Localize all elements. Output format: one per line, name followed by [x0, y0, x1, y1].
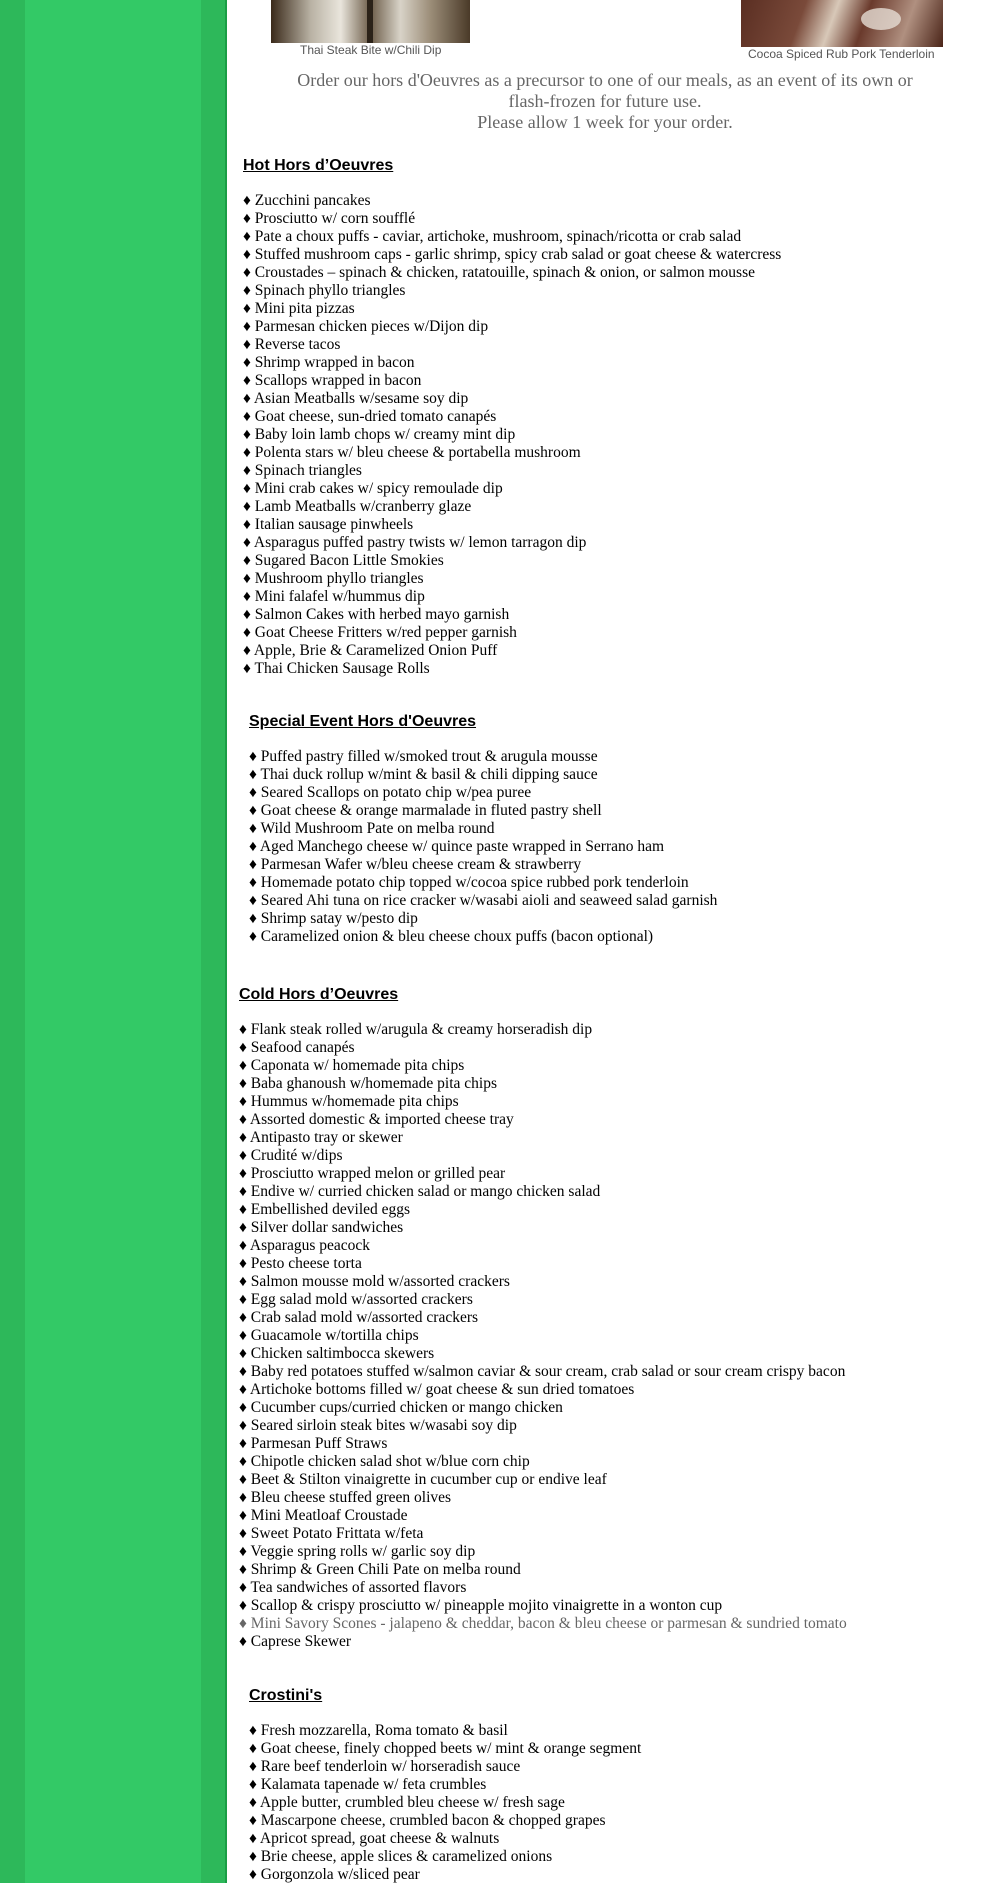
menu-item: ♦ Brie cheese, apple slices & caramelized onions: [249, 1848, 553, 1865]
menu-item: ♦ Chicken saltimbocca skewers: [239, 1345, 435, 1362]
menu-item: ♦ Sugared Bacon Little Smokies: [243, 552, 444, 569]
section-title: Hot Hors d’Oeuvres: [243, 157, 394, 174]
menu-item: ♦ Hummus w/homemade pita chips: [239, 1093, 459, 1110]
menu-item: ♦ Seared Ahi tuna on rice cracker w/wasabi aioli and seaweed salad garnish: [249, 892, 718, 909]
menu-item: ♦ Crab salad mold w/assorted crackers: [239, 1309, 479, 1326]
sidebar-stripe-outer: [2, 0, 25, 1883]
menu-item: ♦ Polenta stars w/ bleu cheese & portabella mushroom: [243, 444, 581, 461]
menu-item: ♦ Thai duck rollup w/mint & basil & chili dipping sauce: [249, 766, 598, 783]
menu-item: ♦ Shrimp & Green Chili Pate on melba round: [239, 1561, 521, 1578]
menu-item: ♦ Spinach phyllo triangles: [243, 282, 406, 299]
menu-item: ♦ Kalamata tapenade w/ feta crumbles: [249, 1776, 487, 1793]
menu-item: ♦ Beet & Stilton vinaigrette in cucumber cup or endive leaf: [239, 1471, 607, 1488]
menu-item: ♦ Silver dollar sandwiches: [239, 1219, 404, 1236]
menu-item: ♦ Prosciutto wrapped melon or grilled pear: [239, 1165, 506, 1182]
menu-item: ♦ Asparagus puffed pastry twists w/ lemon tarragon dip: [243, 534, 587, 551]
menu-item: ♦ Antipasto tray or skewer: [239, 1129, 403, 1146]
photo-caption-left: Thai Steak Bite w/Chili Dip: [300, 43, 442, 57]
menu-item: ♦ Egg salad mold w/assorted crackers: [239, 1291, 473, 1308]
menu-item: ♦ Caponata w/ homemade pita chips: [239, 1057, 465, 1074]
menu-item: ♦ Guacamole w/tortilla chips: [239, 1327, 419, 1344]
menu-item: ♦ Puffed pastry filled w/smoked trout & arugula mousse: [249, 748, 598, 765]
sidebar-stripe-inner: [201, 0, 225, 1883]
menu-item: ♦ Apple butter, crumbled bleu cheese w/ fresh sage: [249, 1794, 565, 1811]
menu-item: ♦ Mini Savory Scones - jalapeno & cheddar, bacon & bleu cheese or parmesan & sundried tomato: [239, 1615, 847, 1632]
menu-item: ♦ Spinach triangles: [243, 462, 362, 479]
menu-item: ♦ Baba ghanoush w/homemade pita chips: [239, 1075, 498, 1092]
menu-item: ♦ Scallop & crispy prosciutto w/ pineapple mojito vinaigrette in a wonton cup: [239, 1597, 723, 1614]
menu-item: ♦ Asian Meatballs w/sesame soy dip: [243, 390, 469, 407]
menu-item: ♦ Salmon Cakes with herbed mayo garnish: [243, 606, 510, 623]
menu-item: ♦ Parmesan chicken pieces w/Dijon dip: [243, 318, 489, 335]
menu-item: ♦ Apricot spread, goat cheese & walnuts: [249, 1830, 500, 1847]
menu-item: ♦ Caprese Skewer: [239, 1633, 352, 1650]
menu-item: ♦ Cucumber cups/curried chicken or mango chicken: [239, 1399, 563, 1416]
menu-item: ♦ Homemade potato chip topped w/cocoa spice rubbed pork tenderloin: [249, 874, 689, 891]
menu-item: ♦ Shrimp wrapped in bacon: [243, 354, 415, 371]
menu-item: ♦ Goat cheese & orange marmalade in fluted pastry shell: [249, 802, 602, 819]
menu-item: ♦ Fresh mozzarella, Roma tomato & basil: [249, 1722, 508, 1739]
menu-item: ♦ Pate a choux puffs - caviar, artichoke, mushroom, spinach/ricotta or crab salad: [243, 228, 742, 245]
menu-item: ♦ Crudité w/dips: [239, 1147, 343, 1164]
menu-item: ♦ Parmesan Wafer w/bleu cheese cream & strawberry: [249, 856, 582, 873]
menu-item: ♦ Zucchini pancakes: [243, 192, 371, 209]
item-list: [243, 192, 781, 678]
section-title: Cold Hors d’Oeuvres: [239, 986, 399, 1003]
menu-item: ♦ Prosciutto w/ corn soufflé: [243, 210, 416, 227]
menu-item: ♦ Caramelized onion & bleu cheese choux puffs (bacon optional): [249, 928, 654, 945]
menu-item: ♦ Gorgonzola w/sliced pear: [249, 1866, 420, 1883]
menu-item: ♦ Rare beef tenderloin w/ horseradish sauce: [249, 1758, 521, 1775]
menu-item: ♦ Seared Scallops on potato chip w/pea puree: [249, 784, 532, 801]
menu-item: ♦ Wild Mushroom Pate on melba round: [249, 820, 495, 837]
menu-item: ♦ Aged Manchego cheese w/ quince paste wrapped in Serrano ham: [249, 838, 665, 855]
menu-item: ♦ Thai Chicken Sausage Rolls: [243, 660, 430, 677]
menu-item: ♦ Pesto cheese torta: [239, 1255, 362, 1272]
menu-item: ♦ Tea sandwiches of assorted flavors: [239, 1579, 467, 1596]
menu-item: ♦ Parmesan Puff Straws: [239, 1435, 388, 1452]
photo-caption-right: Cocoa Spiced Rub Pork Tenderloin: [748, 47, 935, 61]
item-list: [239, 1021, 847, 1651]
menu-item: ♦ Flank steak rolled w/arugula & creamy horseradish dip: [239, 1021, 593, 1038]
menu-item: ♦ Goat Cheese Fritters w/red pepper garnish: [243, 624, 517, 641]
intro-line-2: Please allow 1 week for your order.: [477, 112, 733, 132]
menu-item: ♦ Mini pita pizzas: [243, 300, 355, 317]
menu-item: ♦ Scallops wrapped in bacon: [243, 372, 422, 389]
intro-text: [290, 70, 920, 133]
menu-item: ♦ Endive w/ curried chicken salad or mango chicken salad: [239, 1183, 601, 1200]
menu-item: ♦ Shrimp satay w/pesto dip: [249, 910, 418, 927]
sidebar-stripe-border: [225, 0, 227, 1883]
menu-item: ♦ Mini Meatloaf Croustade: [239, 1507, 408, 1524]
menu-item: ♦ Apple, Brie & Caramelized Onion Puff: [243, 642, 498, 659]
menu-item: ♦ Italian sausage pinwheels: [243, 516, 414, 533]
menu-item: ♦ Salmon mousse mold w/assorted crackers: [239, 1273, 510, 1290]
sidebar-stripe-main: [25, 0, 201, 1883]
menu-item: ♦ Stuffed mushroom caps - garlic shrimp, spicy crab salad or goat cheese & watercress: [243, 246, 782, 263]
menu-item: ♦ Mini falafel w/hummus dip: [243, 588, 425, 605]
pork-tenderloin-photo: [741, 0, 943, 47]
menu-item: ♦ Reverse tacos: [243, 336, 341, 353]
menu-item: ♦ Mushroom phyllo triangles: [243, 570, 424, 587]
menu-item: ♦ Veggie spring rolls w/ garlic soy dip: [239, 1543, 476, 1560]
item-list: [249, 1722, 641, 1884]
menu-item: ♦ Lamb Meatballs w/cranberry glaze: [243, 498, 472, 515]
cold-hors-doeuvres-section: [239, 985, 847, 1651]
section-title: Crostini's: [249, 1687, 323, 1704]
menu-item: ♦ Chipotle chicken salad shot w/blue corn chip: [239, 1453, 530, 1470]
menu-item: ♦ Seared sirloin steak bites w/wasabi soy dip: [239, 1417, 517, 1434]
menu-item: ♦ Mini crab cakes w/ spicy remoulade dip: [243, 480, 503, 497]
menu-item: ♦ Sweet Potato Frittata w/feta: [239, 1525, 424, 1542]
thai-steak-bite-photo: [271, 0, 470, 43]
crostinis-section: [249, 1686, 641, 1884]
menu-item: ♦ Assorted domestic & imported cheese tray: [239, 1111, 514, 1128]
special-event-hors-doeuvres-section: [249, 712, 717, 946]
menu-item: ♦ Bleu cheese stuffed green olives: [239, 1489, 452, 1506]
hot-hors-doeuvres-section: [243, 156, 781, 678]
menu-item: ♦ Mascarpone cheese, crumbled bacon & chopped grapes: [249, 1812, 606, 1829]
menu-item: ♦ Artichoke bottoms filled w/ goat cheese & sun dried tomatoes: [239, 1381, 635, 1398]
menu-item: ♦ Goat cheese, finely chopped beets w/ mint & orange segment: [249, 1740, 642, 1757]
menu-item: ♦ Baby loin lamb chops w/ creamy mint dip: [243, 426, 516, 443]
intro-line-1: Order our hors d'Oeuvres as a precursor to one of our meals, as an event of its own or flash-frozen for future use.: [297, 70, 913, 111]
menu-item: ♦ Asparagus peacock: [239, 1237, 371, 1254]
menu-item: ♦ Baby red potatoes stuffed w/salmon caviar & sour cream, crab salad or sour cream crispy bacon: [239, 1363, 846, 1380]
section-title: Special Event Hors d'Oeuvres: [249, 713, 477, 730]
item-list: [249, 748, 717, 946]
menu-item: ♦ Seafood canapés: [239, 1039, 355, 1056]
menu-item: ♦ Embellished deviled eggs: [239, 1201, 411, 1218]
menu-item: ♦ Croustades – spinach & chicken, ratatouille, spinach & onion, or salmon mousse: [243, 264, 755, 281]
menu-item: ♦ Goat cheese, sun-dried tomato canapés: [243, 408, 497, 425]
